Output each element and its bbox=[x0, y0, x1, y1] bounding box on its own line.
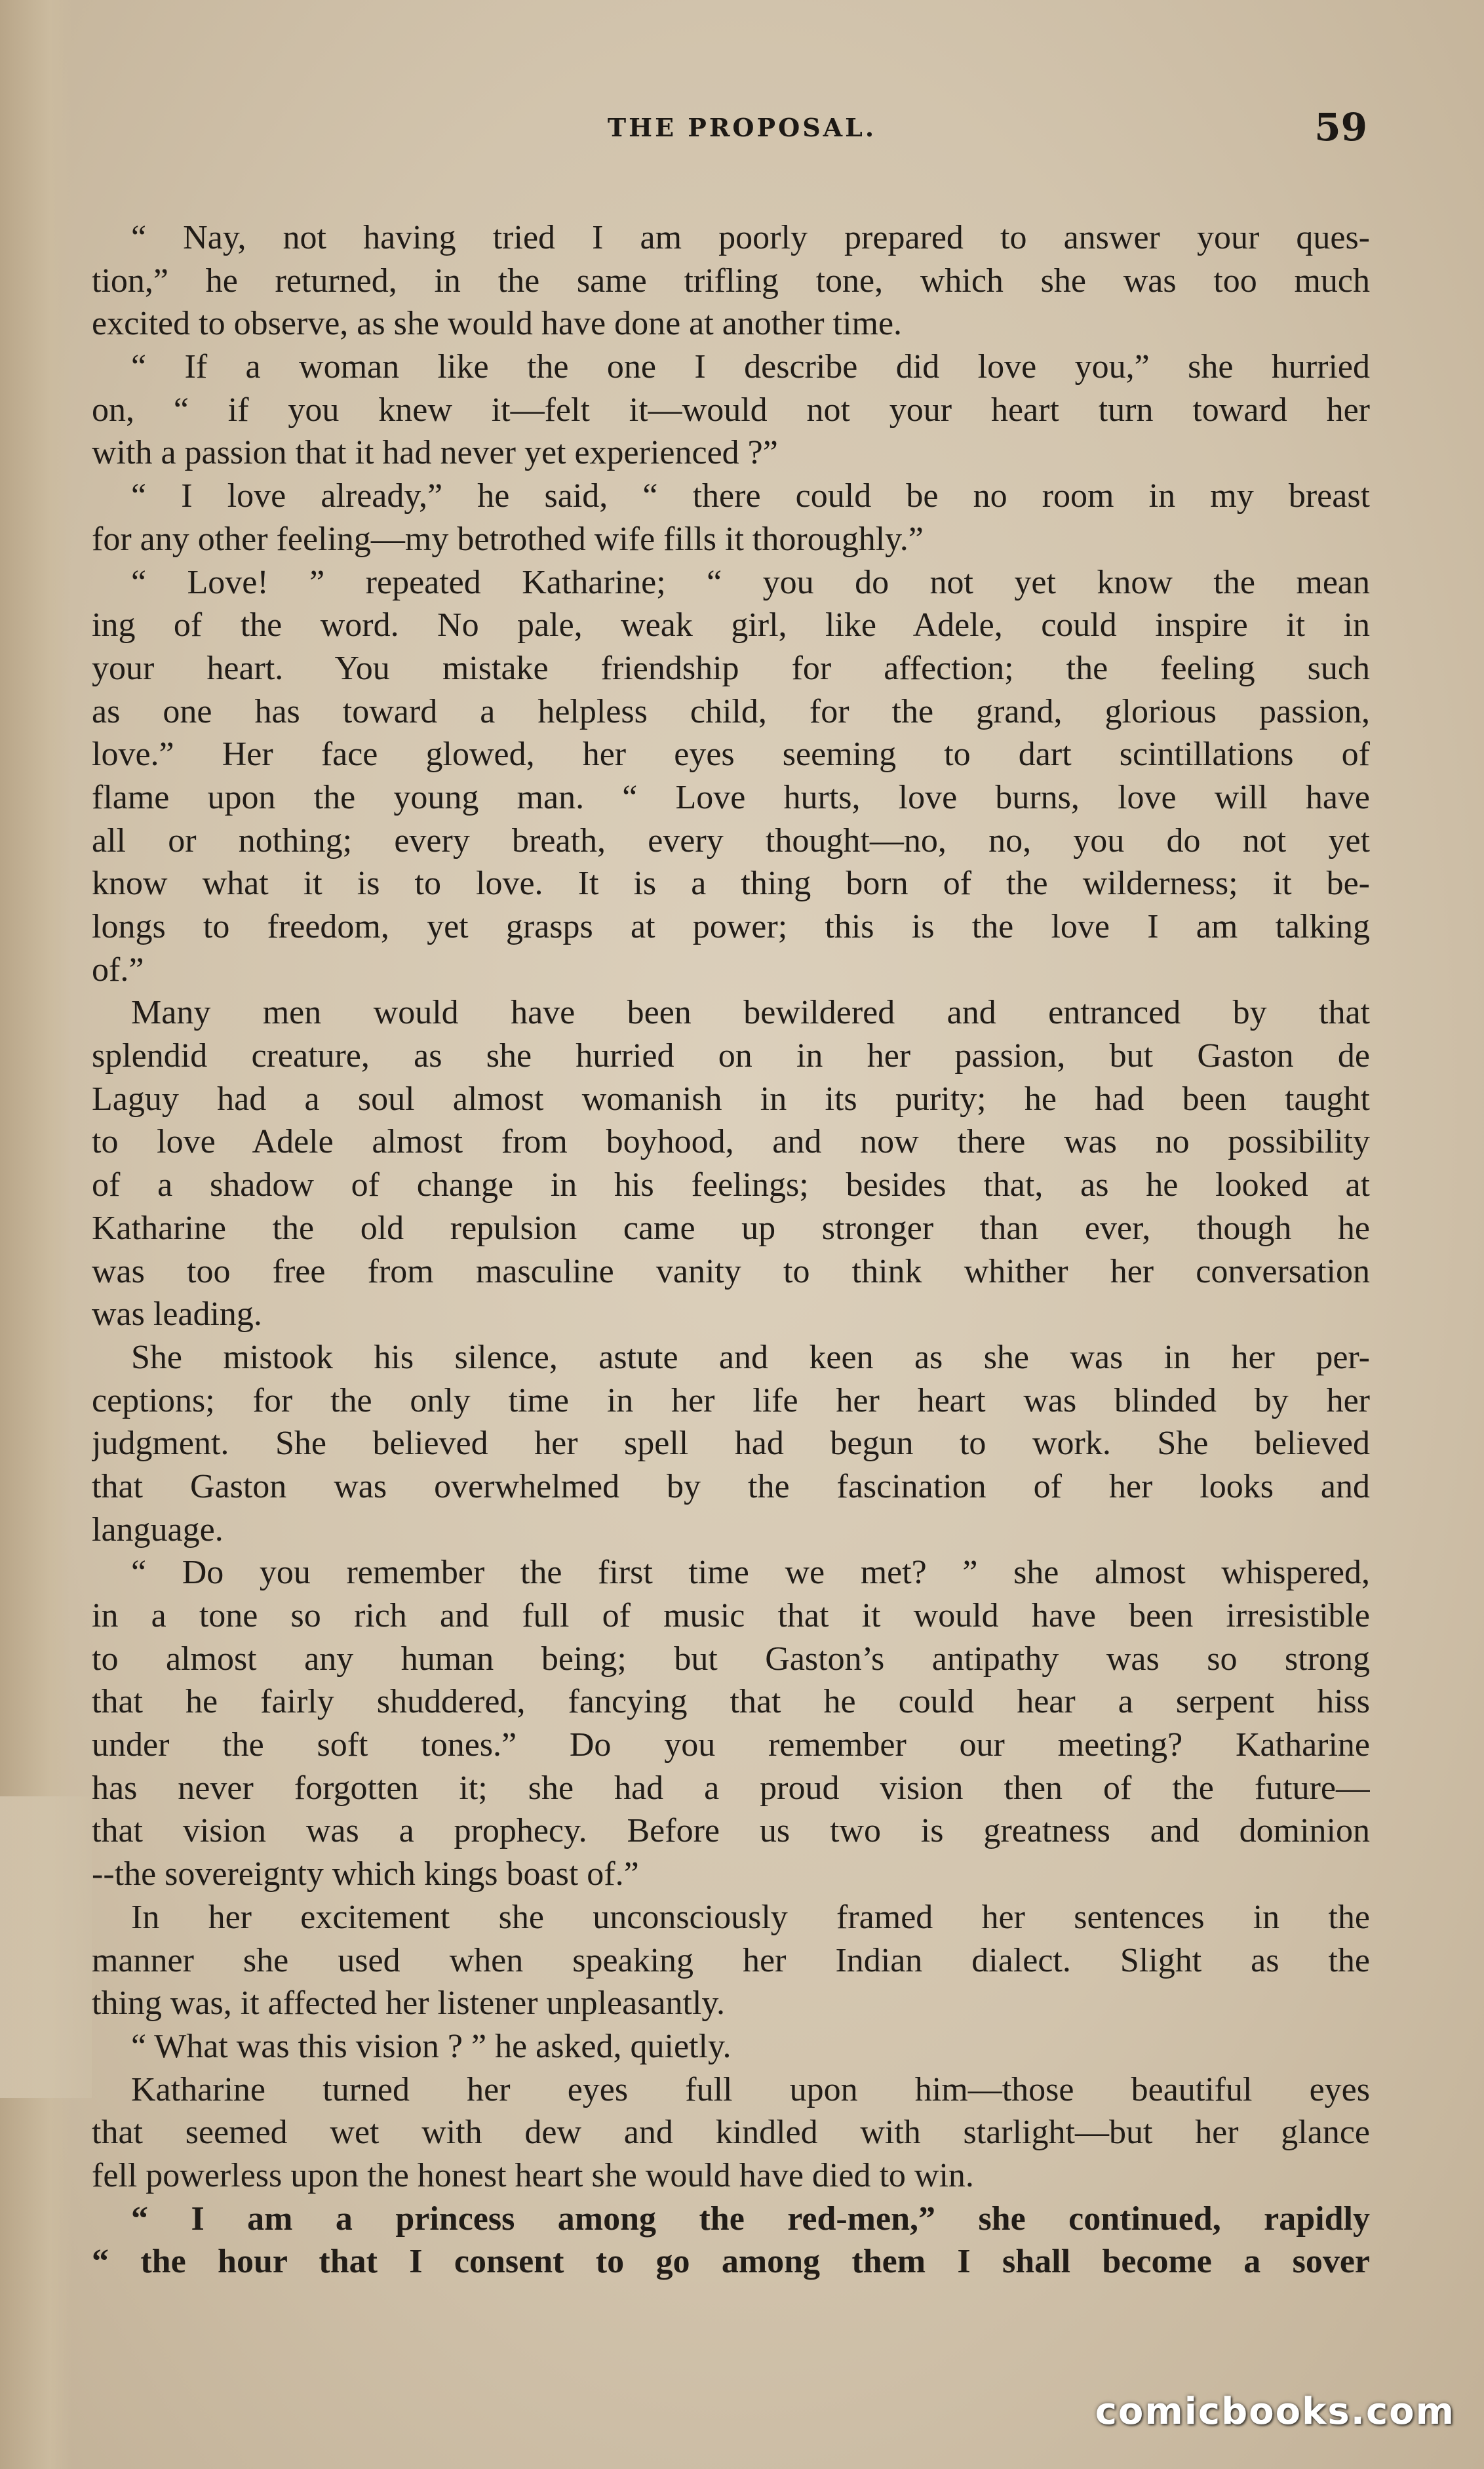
text-line: language. bbox=[92, 1511, 224, 1549]
text-line: ing of the word. No pale, weak girl, like Adele, could inspire it in bbox=[92, 606, 1370, 644]
text-line: thing was, it affected her listener unpleasantly. bbox=[92, 1985, 726, 2023]
text-line: “ Love! ” repeated Katharine; “ you do not yet know the mean bbox=[131, 563, 1370, 601]
text-line: ceptions; for the only time in her life her heart was blinded by her bbox=[92, 1381, 1370, 1419]
text-line: was too free from masculine vanity to think whither her conversation bbox=[92, 1252, 1370, 1290]
text-line: that seemed wet with dew and kindled with starlight—but her glance bbox=[92, 2114, 1370, 2152]
text-line: for any other feeling—my betrothed wife fills it thoroughly.” bbox=[92, 520, 924, 558]
text-line: fell powerless upon the honest heart she would have died to win. bbox=[92, 2156, 974, 2194]
page-left-edge bbox=[0, 0, 72, 2469]
text-line: of a shadow of change in his feelings; besides that, as he looked at bbox=[92, 1166, 1370, 1204]
tape-stain bbox=[0, 1796, 92, 2098]
text-line: “ I love already,” he said, “ there could be no room in my breast bbox=[131, 477, 1370, 515]
text-line: “ I am a princess among the red-men,” she continued, rapidly bbox=[131, 2200, 1370, 2238]
text-line: your heart. You mistake friendship for affection; the feeling such bbox=[92, 649, 1370, 687]
text-line: tion,” he returned, in the same trifling tone, which she was too much bbox=[92, 262, 1370, 300]
text-line: --the sovereignty which kings boast of.” bbox=[92, 1855, 639, 1893]
running-head: THE PROPOSAL. bbox=[607, 113, 877, 142]
text-line: that vision was a prophecy. Before us two is greatness and dominion bbox=[92, 1812, 1370, 1850]
text-line: “ What was this vision ? ” he asked, quietly. bbox=[131, 2027, 732, 2065]
text-line: “ Do you remember the first time we met? ” she almost whispered, bbox=[131, 1554, 1370, 1592]
text-line: has never forgotten it; she had a proud vision then of the future— bbox=[92, 1769, 1370, 1807]
text-line: excited to observe, as she would have done at another time. bbox=[92, 305, 903, 343]
text-line: Katharine the old repulsion came up stronger than ever, though he bbox=[92, 1209, 1370, 1247]
text-line: know what it is to love. It is a thing born of the wilderness; it be- bbox=[92, 865, 1370, 903]
text-line: on, “ if you knew it—felt it—would not your heart turn toward her bbox=[92, 391, 1370, 429]
text-line: manner she used when speaking her Indian dialect. Slight as the bbox=[92, 1941, 1370, 1979]
text-line: Many men would have been bewildered and entranced by that bbox=[131, 994, 1370, 1032]
text-line: love.” Her face glowed, her eyes seeming to dart scintillations of bbox=[92, 736, 1370, 774]
text-line: Katharine turned her eyes full upon him—those beautiful eyes bbox=[131, 2070, 1370, 2108]
text-line: of.” bbox=[92, 951, 144, 989]
text-line: “ Nay, not having tried I am poorly prepared to answer your ques- bbox=[131, 219, 1370, 256]
text-line: “ the hour that I consent to go among them I shall become a sover bbox=[92, 2243, 1370, 2281]
text-line: judgment. She believed her spell had begun to work. She believed bbox=[92, 1425, 1370, 1463]
text-line: In her excitement she unconsciously framed her sentences in the bbox=[131, 1898, 1370, 1936]
page-number: 59 bbox=[1314, 105, 1367, 149]
text-line: was leading. bbox=[92, 1295, 262, 1333]
text-line: “ If a woman like the one I describe did love you,” she hurried bbox=[131, 348, 1370, 386]
text-line: splendid creature, as she hurried on in her passion, but Gaston de bbox=[92, 1037, 1370, 1075]
watermark: comicbooks.com bbox=[1095, 2390, 1455, 2433]
text-line: as one has toward a helpless child, for the grand, glorious passion, bbox=[92, 692, 1370, 730]
text-line: that he fairly shuddered, fancying that he could hear a serpent hiss bbox=[92, 1683, 1370, 1721]
body-text bbox=[92, 216, 1370, 2283]
text-line: to love Adele almost from boyhood, and now there was no possibility bbox=[92, 1123, 1370, 1161]
text-line: Laguy had a soul almost womanish in its purity; he had been taught bbox=[92, 1080, 1370, 1118]
text-line: to almost any human being; but Gaston’s antipathy was so strong bbox=[92, 1640, 1370, 1678]
text-line: under the soft tones.” Do you remember our meeting? Katharine bbox=[92, 1726, 1370, 1764]
text-line: longs to freedom, yet grasps at power; this is the love I am talking bbox=[92, 908, 1370, 945]
text-line: in a tone so rich and full of music that it would have been irresistible bbox=[92, 1597, 1370, 1634]
text-line: all or nothing; every breath, every thought—no, no, you do not yet bbox=[92, 821, 1370, 859]
text-line: with a passion that it had never yet experienced ?” bbox=[92, 434, 778, 472]
text-line: She mistook his silence, astute and keen as she was in her per- bbox=[131, 1338, 1370, 1376]
text-line: that Gaston was overwhelmed by the fascination of her looks and bbox=[92, 1467, 1370, 1505]
text-line: flame upon the young man. “ Love hurts, love burns, love will have bbox=[92, 778, 1370, 816]
